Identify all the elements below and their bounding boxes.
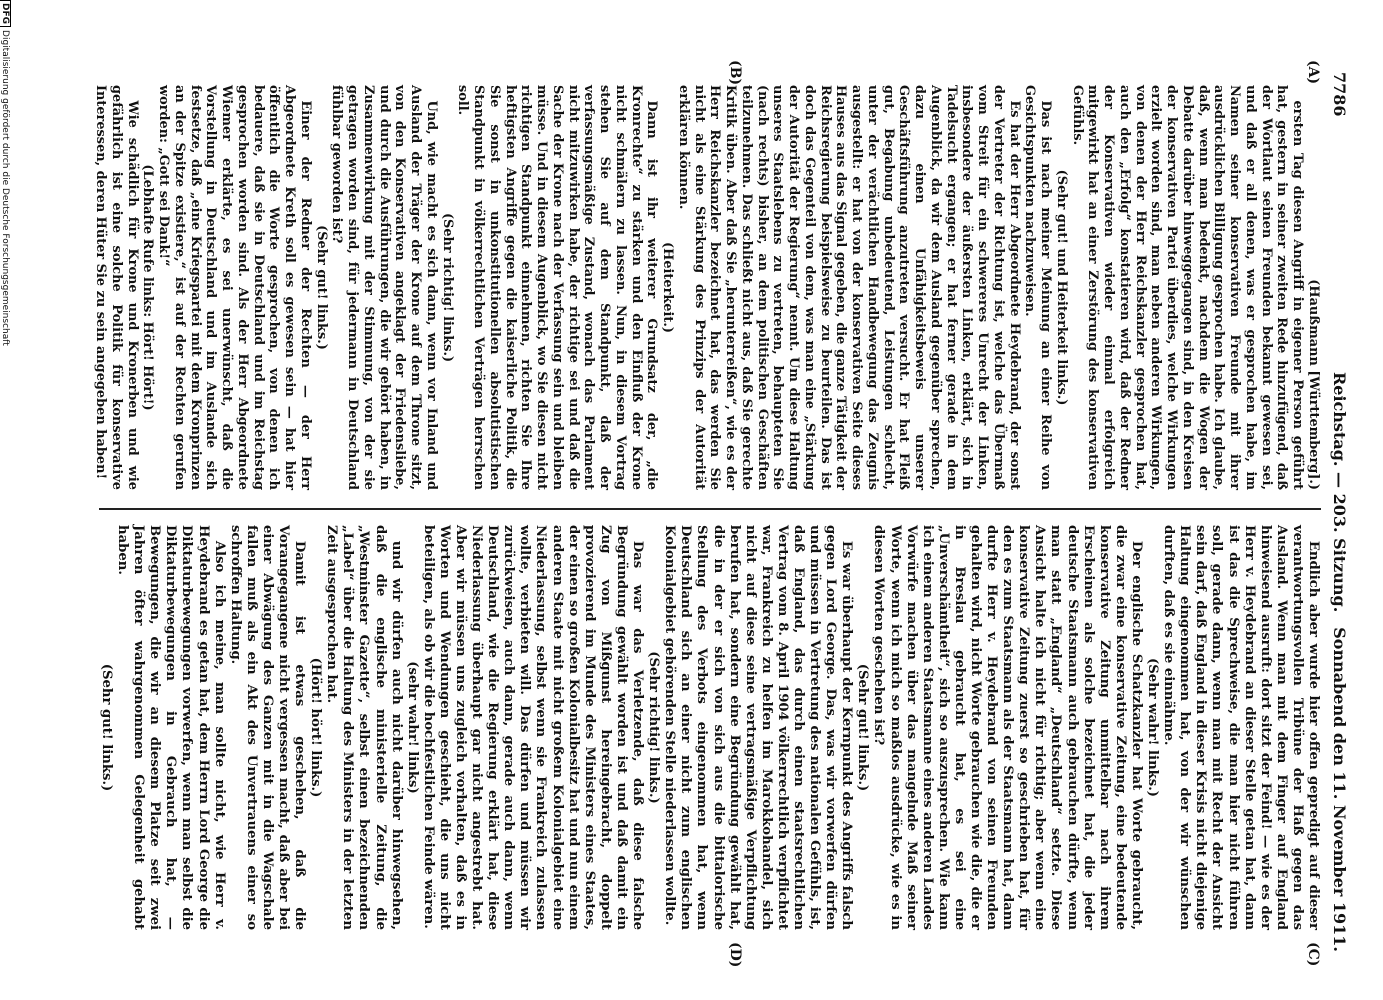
interjection: (Sehr richtig! links.) [439,212,455,363]
interjection: (Sehr richtig! links.) [646,651,662,804]
paragraph: Dann ist ihr weiterer Grundsatz der, „die Kronrechte“ zu stärken und den Einfluß der Krone nicht schmälern zu lassen. Nun, in diesem Vortrag stehen Sie auf dem Standpunkt, daß der verfassungsmäßige Zustand, wonach das Parlament nicht mitzuwirken habe, der richtige sei und daß die Sache der Krone nach der Verfassung sein und bleiben müsse. Und in diesem Augenblick, wo Sie diesen nicht richtigen Standpunkt einnehmen, richten Sie Ihre heftigsten Angriffe gegen die kaiserliche Politik, die Sie sonst in unkonstitutionellen absolutistischen Standpunkt in völkerrechtlichen Verträgen herrschen soll. [455,85,660,490]
page-number: 7786 [1330,72,1349,117]
interjection: (sehr wahr! links) [404,661,420,794]
margin-marker-a: (A) [1305,60,1321,85]
paragraph: Es war überhaupt der Kernpunkt des Angriffs falsch gegen Lord George. Das, was wir vorwerfen dürfen und müssen in Vertretung des nationalen Gefühls, ist, daß England, das durch einen staatsrechtlichen Vertrag vom 8. April 1904 völkerrechtlich verpflichtet war, Frankreich zu helfen im Marokkohandel, sich nicht auf diese seine vertragsmäßige Verpflichtung berufen hat, sondern eine Begründung gewählt hat, die in der er sich von sich aus die bittalorische Stellung des Verbots eingenommen hat, wenn Deutschland sich an einer nicht zum englischen Kolonialgebiet gehörenden Stelle niederlassen wollte. [662,525,855,930]
interjection: (Hört! hört! links.) [308,657,324,798]
paragraph: Der englische Schatzkanzler hat Worte gebraucht, die zwar eine konservative Zeitung, eine bedeutende konservative Zeitung unmittelbar nach ihrem Erscheinen als solche bezeichnet hat, die jeder deutsche Staatsmann auch gebrauchen dürfte, wenn man statt „England“ „Deutschland“ setzte. Diese Ansicht halte ich nicht für richtig; aber wenn eine konservative Zeitung zuerst so geschrieben hat, für den es zum Staatsmann als der Staatsmann hat, dann durfte Herr v. Heydebrand von seinen Freunden gehalten wird, nicht Worte gebrauchen wie die, die er in Breslau gebraucht hat, es sei eine „Unverschämtheit“, sich so auszusprechen. Wie kann ich einem anderen Staatsmanne eines anderen Landes Vorwürfe machen über das mangelnde Maß seiner Worte, wenn ich mich so maßlos ausdrücke, wie es in diesen Worten geschehen ist? [871,525,1144,930]
paragraph: Das war das Verletzende, daß diese falsche Begründung gewählt worden ist und daß damit ein Zug von Mißgunst hereingebracht, doppelt provozierend im Munde des Ministers eines Staates, der einen so großen Kolonialbesitz hat und nun einem anderen Staate mit nicht großem Kolonialgebiet eine Niederlassung, selbst wenn sie Frankreich zulassen wollte, verbieten will. Das dürfen und müssen wir zurückweisen, auch dann, gerade auch dann, wenn Deutschland, wie die Regierung erklärt hat, diese Niederlassung überhaupt gar nicht angestrebt hat. Aber wir müssen uns zugleich vorhalten, daß es in Worten und Wendungen geschieht, die uns nicht beteiligen, als ob wir die hochfestlichen Feinde wären. [420,525,646,930]
left-text-column [93,85,1322,490]
footer-text: Digitalisierung gefördert durch die Deutsche Forschungsgemeinschaft [0,30,10,346]
paragraph: Also ich meine, man sollte nicht, wie Herr v. Heydebrand es getan hat, dem Herrn Lord George die Diktaturbewegungen vorwerfen, wenn man selbst die Diktaturbewegungen in Gebrauch hat, — Bewegungen, die wir an diesem Platze seit zwei Jahren öfter wahrgenommen Gelegenheit gehabt haben. [115,525,227,930]
paragraph: Endlich aber wurde hier offen gepredigt auf dieser verantwortungsvollen Tribüne der Haß gegen das Ausland. Wenn man mit dem Finger auf England hinweisend ausruft: dort sitzt der Feind! — wie es der Herr v. Heydebrand an dieser Stelle getan hat, dann ist das die Sprechweise, die man hier nicht führen soll, gerade dann, wenn man mit Recht der Ansicht sein darf, daß England in dieser Krisis nicht diejenige Haltung eingenommen hat, von der wir wünschen durften, daß es sie einnähme. [1161,525,1321,930]
paragraph: Einer der Redner der Rechten — der Herr Abgeordnete Kreth soll es gewesen sein — hat hier öffentlich die Worte gesprochen, von denen ich bedauere, daß sie in Deutschland und im Reichstag gesprochen worden sind. Als der Herr Abgeordnete Wiemer erklärte, es sei unerwünscht, daß die Vorstellung in Deutschland und im Auslande sich festsetze, daß „eine Kriegspartei mit dem Kronprinzen an der Spitze existiere,“ ist auf der Rechten gerufen worden: „Gott sei Dank!“ [156,85,313,490]
page-header [1327,72,1349,952]
dfg-logo-icon: DFG [0,0,11,27]
margin-marker-b: (B) [727,60,743,86]
paragraph: Damit ist etwas geschehen, daß die Vorangegangene nicht vergessen macht, daß aber bei einer Abwägung des Ganzen mit in die Wagschale fallen muß als ein Akt des Unvertrauens einer so schroffen Haltung. [227,525,308,930]
running-title: Reichstag. — 203. Sitzung. [1330,372,1349,613]
right-text-column [98,525,1321,930]
interjection: (Sehr gut! und Heiterkeit links.) [1054,169,1069,406]
interjection: (Sehr gut! links.) [98,663,114,792]
interjection: (Sehr gut! links.) [855,663,871,792]
margin-marker-d: (D) [727,942,743,968]
paragraph: Das ist nach meiner Meinung an einer Reihe von Gesichtspunkten nachzuweisen. [1022,85,1054,490]
paragraph: Es hat der Herr Abgeordnete Heydebrand, der sonst der Vertreter der Richtung ist, welche das Übermaß vom Streit für ein schwereres Unrecht der Linken, insbesondere der äußersten Linken, erklärt, sich in Tadelsucht ergangen; er hat ferner gerade in dem Augenblick, da wir dem Ausland gegenüber sprechen, dazu einen Unfähigkeitsbeweis unserer Geschäftsführung anzutreten versucht. Er hat Fleiß gut, Begabung unbedeutend, Leistungen schlecht, unter der verächtlichen Handbewegung das Zeugnis ausgestellt: er hat von der konservativen Seite dieses Hauses aus das Signal gegeben, die ganze Tätigkeit der Reichsregierung beispielsweise zu beurteilen. Das ist doch das Gegenteil von dem, was man eine „Stärkung der Autorität der Regierung“ nennt. Um diese Haltung unseres Staatslebens zu vertreten, behaupteten Sie (nach rechts) bisher, an dem politischen Geschäften teilzunehmen. Das schließt nicht aus, daß Sie gerechte Kritik üben. Aber daß Sie „herunterreißen“, wie es der Herr Reichskanzler bezeichnet hat, das werden Sie nicht als eine Stärkung des Prinzips der Autorität erklären können. [676,85,1022,490]
paragraph: ersten Tag diesen Angriff in eigener Person geführt hat, gestern in seiner zweiten Rede hinzufügend, daß der Wortlaut seinen Freunden bekannt gewesen sei, und daß er all denen, was er gesprochen habe, im Namen seiner konservativen Freunde mit ihrer ausdrücklichen Billigung gesprochen habe. Ich glaube, daß, wenn man bedenkt, nachdem die Wogen der Debatte darüber hinweggegangen sind, in den Kreisen der konservativen Partei überdies, welche Wirkungen erzielt worden sind, man neben anderen Wirkungen, von denen der Herr Reichskanzler gesprochen hat, auch den „Erfolg“ konstatieren wird, daß der Redner der Konservativen wieder einmal erfolgreich mitgewirkt hat an einer Zerstörung des konservativen Gefühls. [1069,85,1306,490]
margin-marker-c: (C) [1305,942,1321,967]
interjection: (Sehr gut! links.) [313,225,329,350]
session-date: Sonnabend den 11. November 1911. [1330,627,1349,952]
interjection: (Haußmann [Württemberg].) [1306,279,1321,490]
digitization-footer [0,0,11,346]
interjection: (Sehr wahr! links.) [1145,657,1161,798]
column-divider [99,508,1321,510]
paragraph: und wir dürfen auch nicht darüber hinwegsehen, daß die englische ministerielle Zeitung, die „Westminster Gazette“, selbst einen bezeichnenden „Label“ über die Haltung des Ministers in der letzten Zeit ausgesprochen hat. [324,525,404,930]
interjection: (Heiterkeit.) [660,242,676,333]
interjection: (Lebhafte Rufe links: Hört! Hört!) [140,164,156,411]
paragraph: Wie schädlich für Krone und Kronerben und wie gefährlich ist eine solche Politik für konservative Interessen, deren Hüter Sie zu sein angegeben haben! [93,85,140,490]
paragraph: Und, wie macht es sich dann, wenn vor Inland und Ausland der Träger der Krone auf dem Throne sitzt, von den Konservativen angeklagt der Friedensliebe, und durch die Ausführungen, die wir gehört haben, in Zusammenwirkung mit der Stimmung, von der sie getragen worden sind, für jedermann in Deutschland fühlbar geworden ist? [329,85,439,490]
